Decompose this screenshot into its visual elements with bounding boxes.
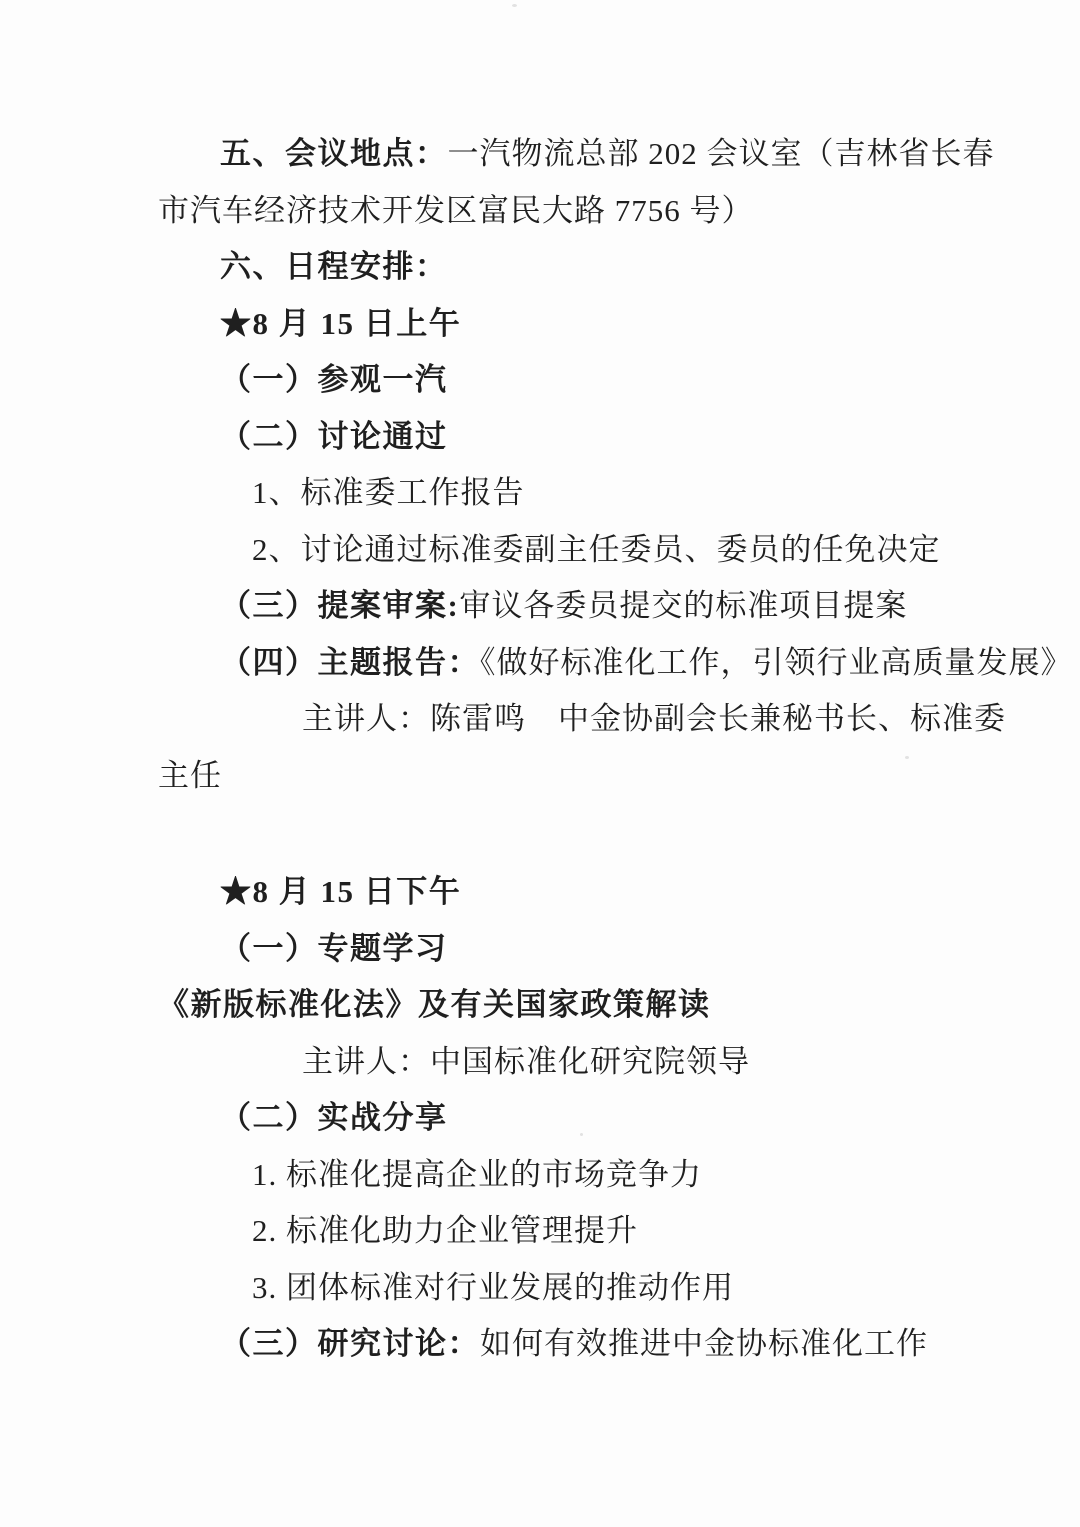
line-morning-session-heading — [158, 296, 940, 353]
line-speaker-1-wrap-2 — [158, 748, 940, 805]
bold-text-segment: 五、会议地点： — [220, 136, 448, 171]
bold-text-segment: （三）研究讨论： — [220, 1326, 480, 1361]
line-afternoon-item-2-sub-2 — [158, 1203, 940, 1260]
bold-text-segment: ★8 月 15 日上午 — [220, 305, 462, 341]
scan-speck — [512, 4, 517, 7]
bold-text-segment: （一）专题学习 — [220, 930, 448, 966]
text-segment: 审议各委员提交的标准项目提案 — [459, 588, 908, 623]
line-venue-wrap-2 — [158, 183, 940, 240]
bold-text-segment: （四）主题报告： — [220, 644, 480, 680]
line-speaker-1-wrap-1 — [158, 691, 1006, 748]
line-afternoon-session-heading — [158, 864, 940, 921]
text-segment: 如何有效推进中金协标准化工作 — [480, 1326, 928, 1361]
text-segment: 主讲人：中国标准化研究院领导 — [302, 1043, 750, 1079]
line-afternoon-item-2 — [158, 1090, 940, 1147]
bold-text-segment: ★8 月 15 日下午 — [220, 874, 462, 909]
text-segment: 1、标准委工作报告 — [252, 475, 525, 510]
line-morning-item-3 — [158, 578, 940, 635]
bold-text-segment: （二）实战分享 — [220, 1100, 448, 1135]
text-segment: 2. 标准化助力企业管理提升 — [252, 1213, 638, 1248]
text-segment: 2、讨论通过标准委副主任委员、委员的任免决定 — [252, 531, 941, 567]
line-speaker-2 — [158, 1034, 940, 1091]
bold-text-segment: （三）提案审案: — [220, 588, 460, 623]
line-venue-wrap-1 — [158, 126, 995, 183]
text-segment: 主任 — [158, 757, 222, 793]
text-segment: 一汽物流总部 202 会议室（吉林省长春 — [447, 136, 995, 171]
line-morning-item-4 — [158, 635, 1073, 692]
bold-text-segment: （二）讨论通过 — [220, 418, 448, 454]
line-afternoon-item-2-sub-1 — [158, 1147, 940, 1204]
bold-text-segment: 六、日程安排： — [220, 249, 448, 284]
line-afternoon-item-2-sub-3 — [158, 1260, 940, 1317]
text-segment: 1. 标准化提高企业的市场竞争力 — [252, 1156, 702, 1192]
text-segment: 主讲人：陈雷鸣 中金协副会长兼秘书长、标准委 — [302, 701, 1006, 736]
text-segment: 市汽车经济技术开发区富民大路 7756 号） — [158, 192, 754, 228]
bold-text-segment: （一）参观一汽 — [220, 362, 448, 397]
line-afternoon-topic — [158, 977, 940, 1034]
line-agenda-heading — [158, 239, 940, 296]
line-afternoon-item-1 — [158, 921, 940, 978]
document-body — [158, 126, 1073, 1373]
text-segment: 《做好标准化工作，引领行业高质量发展》 — [480, 644, 1073, 680]
line-morning-item-2-sub-2 — [158, 522, 940, 579]
line-afternoon-item-3 — [158, 1316, 940, 1373]
line-morning-item-2-sub-1 — [158, 465, 940, 522]
line-morning-item-2 — [158, 409, 940, 466]
bold-text-segment: 《新版标准化法》及有关国家政策解读 — [158, 987, 711, 1022]
line-morning-item-1 — [158, 352, 940, 409]
text-segment: 3. 团体标准对行业发展的推动作用 — [252, 1269, 734, 1305]
